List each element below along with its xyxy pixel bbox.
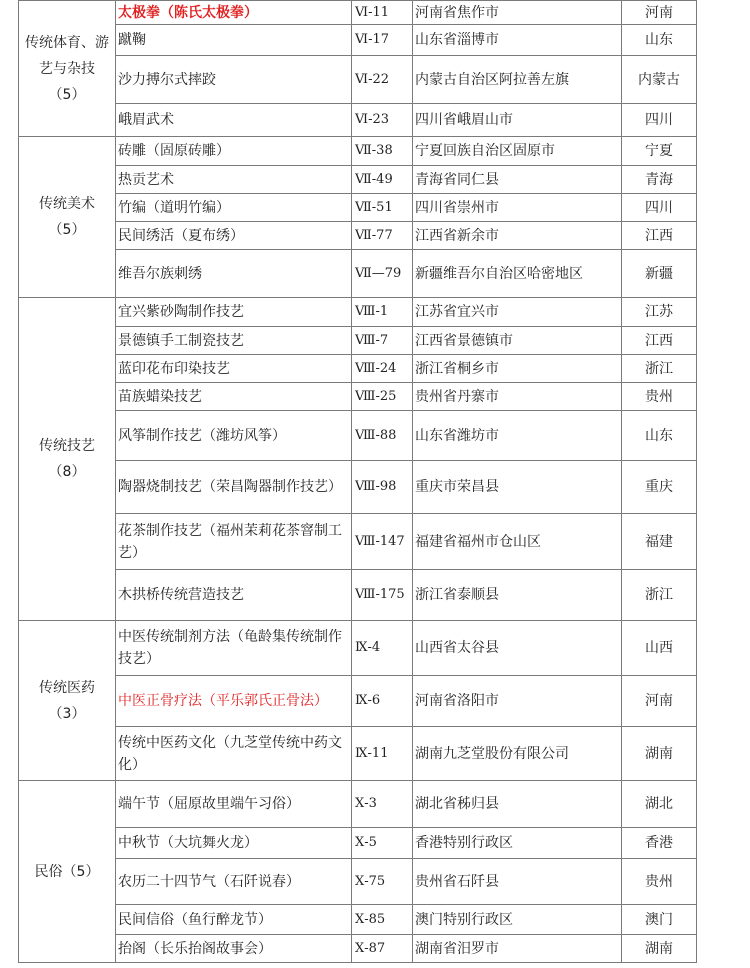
item-location: 江西省新余市 <box>413 222 622 250</box>
item-location: 贵州省丹寨市 <box>413 383 622 411</box>
item-code: Ⅷ-7 <box>352 327 413 355</box>
table-row <box>19 905 697 935</box>
item-location: 山西省太谷县 <box>413 621 622 676</box>
item-code: Ⅷ-24 <box>352 355 413 383</box>
table-row <box>19 383 697 411</box>
item-location: 江苏省宜兴市 <box>413 298 622 327</box>
category-count: （5） <box>48 222 86 238</box>
item-location: 重庆市荣昌县 <box>413 461 622 514</box>
item-location: 福建省福州市仓山区 <box>413 514 622 570</box>
item-province: 新疆 <box>622 250 697 298</box>
category-label: 民俗 <box>34 863 63 880</box>
item-name: 陶器烧制技艺（荣昌陶器制作技艺） <box>116 461 352 514</box>
item-name: 竹编（道明竹编） <box>116 194 352 222</box>
item-location: 四川省崇州市 <box>413 194 622 222</box>
item-code: Ⅶ-38 <box>352 137 413 166</box>
item-province: 湖北 <box>622 781 697 828</box>
item-province: 山西 <box>622 621 697 676</box>
item-province: 贵州 <box>622 859 697 905</box>
item-location: 河南省洛阳市 <box>413 676 622 727</box>
item-name: 峨眉武术 <box>116 104 352 137</box>
category-count: （5） <box>48 86 86 103</box>
item-code: Ⅶ-49 <box>352 166 413 194</box>
table-row <box>19 56 697 104</box>
table-row <box>19 1 697 25</box>
item-province: 澳门 <box>622 905 697 935</box>
item-name: 民间信俗（鱼行醉龙节） <box>116 905 352 935</box>
item-name: 中秋节（大坑舞火龙） <box>116 828 352 859</box>
category-label: 传统医药 <box>39 679 95 696</box>
item-code: Ⅶ-51 <box>352 194 413 222</box>
item-name: 热贡艺术 <box>116 166 352 194</box>
table-row <box>19 859 697 905</box>
item-province: 江苏 <box>622 298 697 327</box>
item-name: 抬阁（长乐抬阁故事会） <box>116 935 352 963</box>
table-row <box>19 327 697 355</box>
item-name: 民间绣活（夏布绣） <box>116 222 352 250</box>
item-province: 湖南 <box>622 935 697 963</box>
item-location: 江西省景德镇市 <box>413 327 622 355</box>
item-code: Ⅵ-11 <box>352 1 413 25</box>
category-cell <box>19 298 116 621</box>
table-row <box>19 104 697 137</box>
item-name: 农历二十四节气（石阡说春） <box>116 859 352 905</box>
heritage-table <box>18 0 697 963</box>
table-row <box>19 727 697 781</box>
item-location: 山东省淄博市 <box>413 25 622 56</box>
item-province: 湖南 <box>622 727 697 781</box>
category-count: （3） <box>48 705 86 722</box>
item-code: Ⅷ-1 <box>352 298 413 327</box>
category-label: 传统技艺 <box>39 438 95 454</box>
table-row <box>19 411 697 461</box>
item-province: 四川 <box>622 194 697 222</box>
item-location: 香港特别行政区 <box>413 828 622 859</box>
item-name: 沙力搏尔式摔跤 <box>116 56 352 104</box>
item-province: 福建 <box>622 514 697 570</box>
table-row <box>19 166 697 194</box>
item-province: 江西 <box>622 222 697 250</box>
category-label: 传统体育、游艺与杂技 <box>25 34 109 77</box>
item-province: 江西 <box>622 327 697 355</box>
table-row <box>19 676 697 727</box>
table-row <box>19 935 697 963</box>
item-name: 中医传统制剂方法（龟龄集传统制作技艺） <box>116 621 352 676</box>
item-name: 风筝制作技艺（潍坊风筝） <box>116 411 352 461</box>
item-province: 重庆 <box>622 461 697 514</box>
item-code: Ⅹ-75 <box>352 859 413 905</box>
table-row <box>19 298 697 327</box>
item-province: 山东 <box>622 411 697 461</box>
item-code: Ⅵ-23 <box>352 104 413 137</box>
table-row <box>19 828 697 859</box>
item-province: 贵州 <box>622 383 697 411</box>
item-name: 景德镇手工制瓷技艺 <box>116 327 352 355</box>
item-province: 青海 <box>622 166 697 194</box>
item-code: Ⅷ-88 <box>352 411 413 461</box>
item-province: 宁夏 <box>622 137 697 166</box>
item-location: 湖南九芝堂股份有限公司 <box>413 727 622 781</box>
item-province: 香港 <box>622 828 697 859</box>
table-row <box>19 355 697 383</box>
item-name: 传统中医药文化（九芝堂传统中药文化） <box>116 727 352 781</box>
item-province: 浙江 <box>622 355 697 383</box>
item-province: 四川 <box>622 104 697 137</box>
item-location: 青海省同仁县 <box>413 166 622 194</box>
item-location: 贵州省石阡县 <box>413 859 622 905</box>
category-cell <box>19 621 116 781</box>
item-location: 河南省焦作市 <box>413 1 622 25</box>
item-code: Ⅷ-175 <box>352 570 413 621</box>
item-name: 端午节（屈原故里端午习俗） <box>116 781 352 828</box>
item-location: 湖北省秭归县 <box>413 781 622 828</box>
item-code: Ⅶ—79 <box>352 250 413 298</box>
item-name: 中医正骨疗法（平乐郭氏正骨法） <box>116 676 352 727</box>
item-location: 浙江省泰顺县 <box>413 570 622 621</box>
category-cell <box>19 781 116 963</box>
table-row <box>19 570 697 621</box>
item-code: Ⅸ-11 <box>352 727 413 781</box>
table-row <box>19 514 697 570</box>
item-code: Ⅷ-25 <box>352 383 413 411</box>
category-cell <box>19 137 116 298</box>
item-code: Ⅹ-85 <box>352 905 413 935</box>
table-row <box>19 137 697 166</box>
item-name: 维吾尔族刺绣 <box>116 250 352 298</box>
category-label: 传统美术 <box>39 196 95 212</box>
table-row <box>19 461 697 514</box>
item-name: 蓝印花布印染技艺 <box>116 355 352 383</box>
item-province: 河南 <box>622 1 697 25</box>
table-row <box>19 194 697 222</box>
item-code: Ⅷ-98 <box>352 461 413 514</box>
item-province: 内蒙古 <box>622 56 697 104</box>
item-location: 山东省潍坊市 <box>413 411 622 461</box>
item-code: Ⅹ-87 <box>352 935 413 963</box>
category-count: （8） <box>48 464 86 480</box>
item-code: Ⅵ-17 <box>352 25 413 56</box>
item-location: 澳门特别行政区 <box>413 905 622 935</box>
item-code: Ⅷ-147 <box>352 514 413 570</box>
item-province: 山东 <box>622 25 697 56</box>
item-location: 内蒙古自治区阿拉善左旗 <box>413 56 622 104</box>
item-code: Ⅸ-4 <box>352 621 413 676</box>
item-location: 新疆维吾尔自治区哈密地区 <box>413 250 622 298</box>
item-name: 木拱桥传统营造技艺 <box>116 570 352 621</box>
category-count: （5） <box>62 863 100 880</box>
item-code: Ⅸ-6 <box>352 676 413 727</box>
table-row <box>19 25 697 56</box>
item-location: 浙江省桐乡市 <box>413 355 622 383</box>
item-code: Ⅹ-5 <box>352 828 413 859</box>
item-name: 蹴鞠 <box>116 25 352 56</box>
item-province: 河南 <box>622 676 697 727</box>
table-row <box>19 250 697 298</box>
item-name: 砖雕（固原砖雕） <box>116 137 352 166</box>
item-code: Ⅵ-22 <box>352 56 413 104</box>
item-name: 宜兴紫砂陶制作技艺 <box>116 298 352 327</box>
item-location: 宁夏回族自治区固原市 <box>413 137 622 166</box>
item-code: Ⅶ-77 <box>352 222 413 250</box>
item-location: 四川省峨眉山市 <box>413 104 622 137</box>
item-province: 浙江 <box>622 570 697 621</box>
item-name: 苗族蜡染技艺 <box>116 383 352 411</box>
table-row <box>19 621 697 676</box>
category-cell <box>19 1 116 137</box>
item-location: 湖南省汨罗市 <box>413 935 622 963</box>
item-name: 太极拳（陈氏太极拳） <box>116 1 352 25</box>
item-name: 花茶制作技艺（福州茉莉花茶窨制工艺） <box>116 514 352 570</box>
table-row <box>19 781 697 828</box>
table-row <box>19 222 697 250</box>
item-code: Ⅹ-3 <box>352 781 413 828</box>
